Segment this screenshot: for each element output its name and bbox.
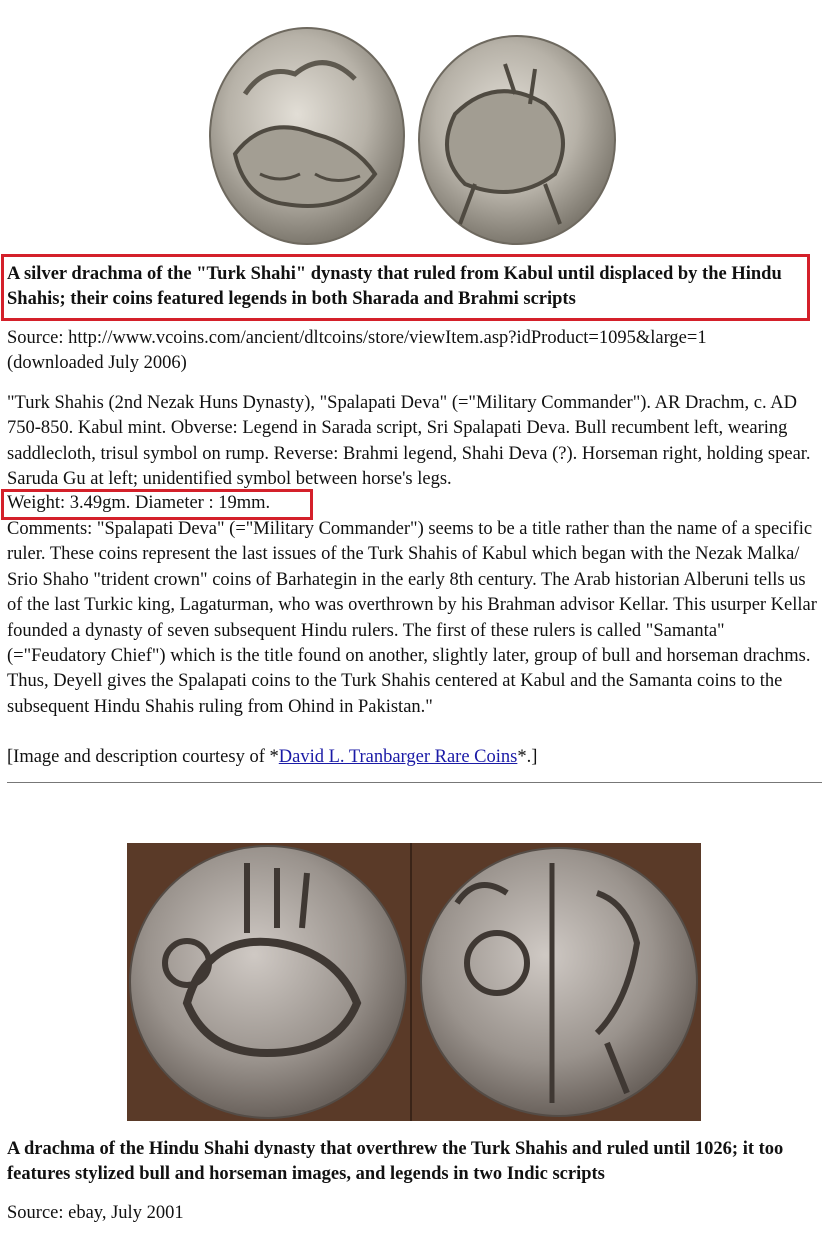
coin-description: "Turk Shahis (2nd Nezak Huns Dynasty), "Spalapati Deva" (="Military Commander"). AR Drachm, c. AD 750-850. Kabul mint. Obverse: Legend in Sarada script, Sri Spalapati Deva. Bull recumbent left, wearing saddlecloth, trisul symbol on rump. Reverse: Brahmi legend, Shahi Deva (?). Horseman right, holding spear. Saruda Gu at left; unidentified symbol between horse's legs. — [7, 393, 811, 489]
hindu-shahi-source: Source: ebay, July 2001 — [7, 1203, 184, 1223]
hindu-shahi-coin-image — [127, 843, 701, 1121]
comments-paragraph: Comments: "Spalapati Deva" (="Military Commander") seems to be a title rather than the name of a specific ruler. These coins represent the last issues of the Turk Shahis of Kabul which began with the Nezak Malka/ Srio Shaho "trident crown" coins of Barhategin in the early 8th century. The Arab historian Alberuni tells us of the last Turkic king, Lagaturman, who was overthrown by his Brahman advisor Kellar. This usurper Kellar founded a dynasty of seven subsequent Hindu rulers. The first of these rulers is called "Samanta" (="Feudatory Chief") which is the title found on another, slightly later, group of bull and horseman drachms. Thus, Deyell gives the Spalapati coins to the Turk Shahis centered at Kabul and the Samanta coins to the subsequent Hindu Shahis ruling from Ohind in Pakistan." — [7, 519, 817, 717]
tranbarger-link[interactable]: David L. Tranbarger Rare Coins — [278, 747, 518, 767]
courtesy-line — [7, 745, 537, 770]
hindu-shahi-reverse — [421, 848, 697, 1116]
hindu-shahi-caption: A drachma of the Hindu Shahi dynasty that overthrew the Turk Shahis and ruled until 1026; it too features stylized bull and horseman images, and legends in two Indic scripts — [7, 1139, 784, 1184]
obverse-coin — [210, 28, 404, 244]
courtesy-prefix: [Image and description courtesy of * — [7, 747, 279, 767]
turk-shahi-coin-image — [205, 24, 620, 246]
hindu-shahi-obverse — [130, 846, 406, 1118]
courtesy-suffix: *.] — [517, 747, 538, 767]
turk-shahi-caption: A silver drachma of the "Turk Shahi" dynasty that ruled from Kabul until displaced by the Hindu Shahis; their coins featured legends in both Sharada and Brahmi scripts — [7, 264, 782, 309]
reverse-coin — [419, 36, 615, 244]
turk-shahi-source: Source: http://www.vcoins.com/ancient/dltcoins/store/viewItem.asp?idProduct=1095&large=1 (downloaded July 2006) — [7, 328, 707, 374]
section-divider — [7, 782, 822, 783]
weight-diameter: Weight: 3.49gm. Diameter : 19mm. — [7, 493, 271, 513]
